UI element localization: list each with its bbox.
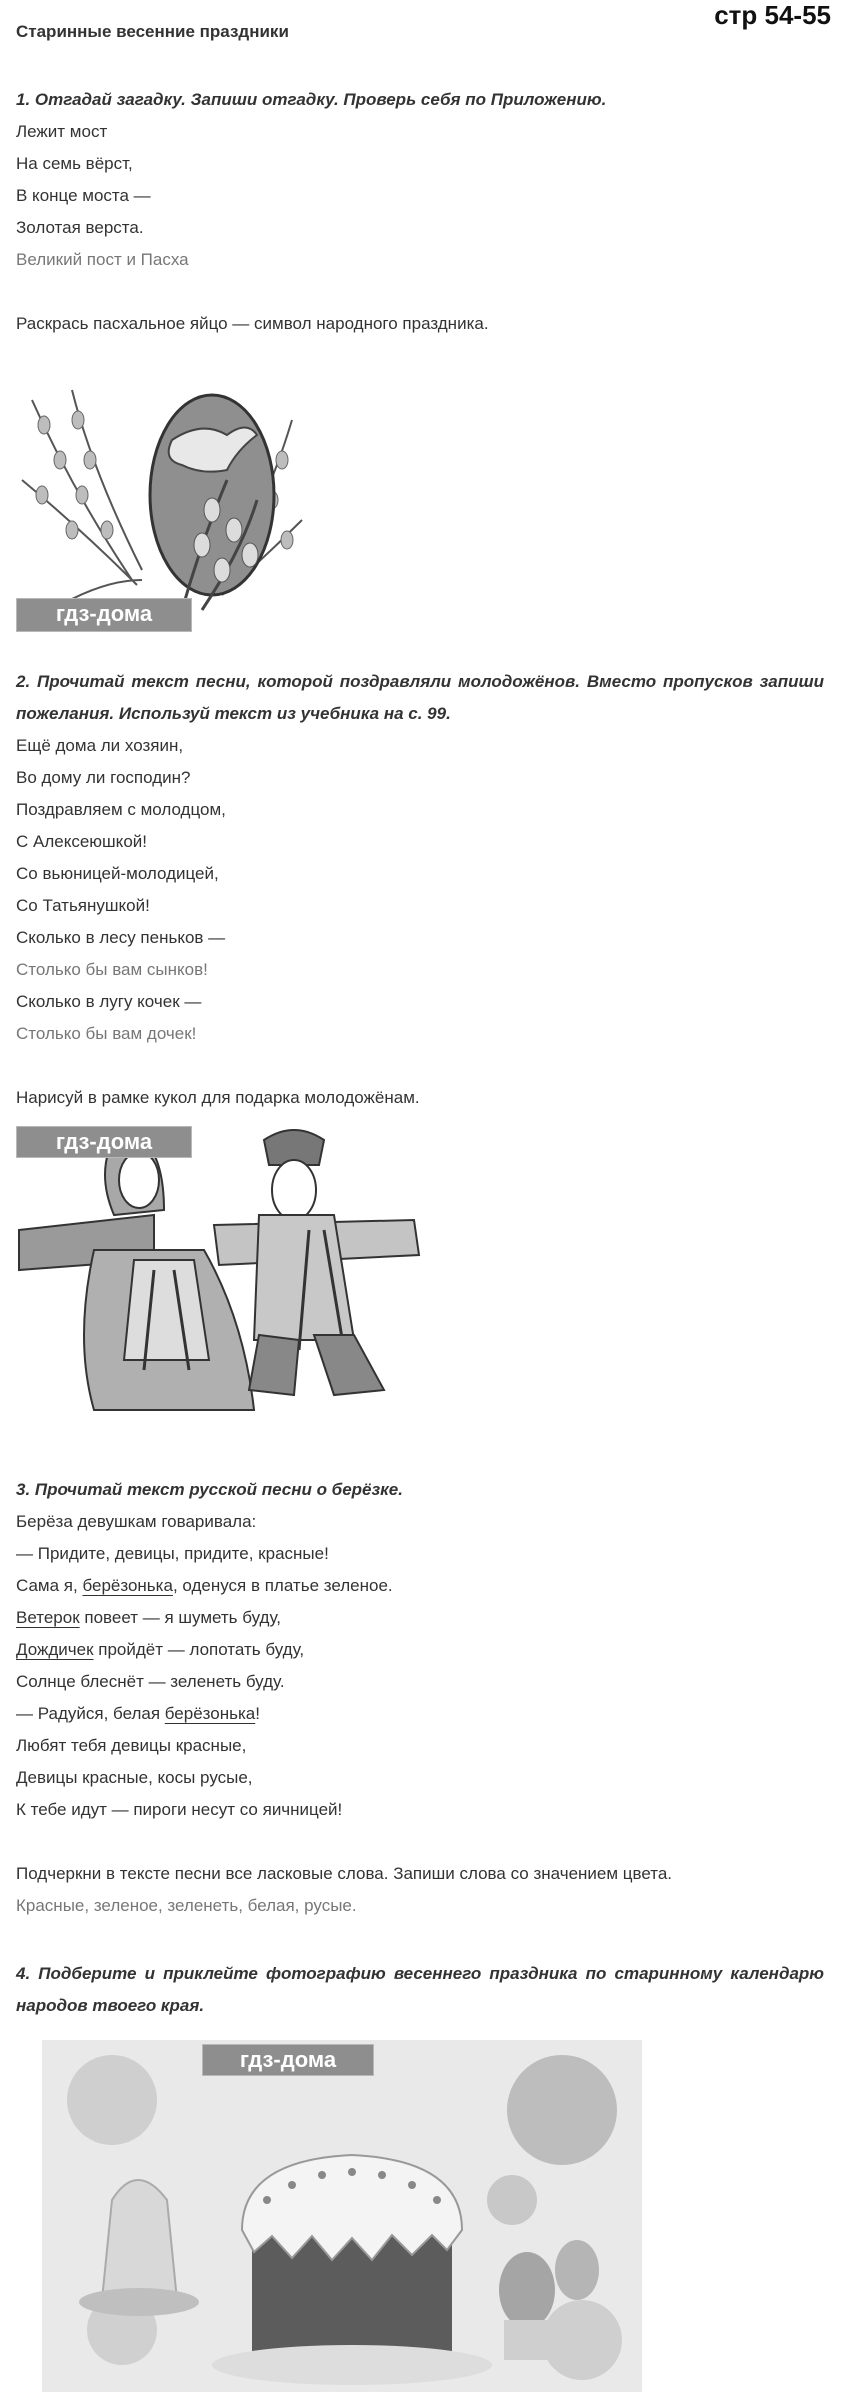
riddle-answer: Великий пост и Пасха (16, 250, 189, 269)
song-line: Ещё дома ли хозяин, (16, 736, 184, 755)
dolls-icon (14, 1120, 434, 1420)
song-line: Сколько в лесу пеньков — (16, 928, 226, 947)
task4-section (16, 1958, 824, 2022)
task3-section (16, 1474, 824, 1922)
task1-prompt: 1. Отгадай загадку. Запиши отгадку. Проверь себя по Приложению. (16, 90, 607, 109)
song-line: Со Татьянушкой! (16, 896, 150, 915)
task3-answer: Красные, зеленое, зеленеть, белая, русые. (16, 1896, 357, 1915)
task3-instruction: Подчеркни в тексте песни все ласковые слова. Запиши слова со значением цвета. (16, 1864, 673, 1883)
watermark: гдз-дома (202, 2044, 374, 2076)
poem-line: Девицы красные, косы русые, (16, 1768, 253, 1787)
task1-instruction: Раскрась пасхальное яйцо — символ народного праздника. (16, 314, 489, 333)
task4-prompt: 4. Подберите и приклейте фотографию весеннего праздника по старинному календарю народов твоего края. (16, 1964, 824, 2015)
poem-line: Дождичек пройдёт — лопотать буду, (16, 1640, 305, 1659)
poem-line: Ветерок повеет — я шуметь буду, (16, 1608, 282, 1627)
page-number: стр 54-55 (714, 0, 831, 30)
song-answer-line: Столько бы вам дочек! (16, 1024, 197, 1043)
easter-egg-illustration (12, 380, 312, 630)
dolls-illustration (14, 1120, 434, 1420)
underlined-word: Дождичек (16, 1640, 94, 1659)
song-line: С Алексеюшкой! (16, 832, 147, 851)
task1-section (16, 84, 824, 340)
song-line: Поздравляем с молодцом, (16, 800, 226, 819)
poem-line: — Радуйся, белая берёзонька! (16, 1704, 260, 1723)
underlined-word: Ветерок (16, 1608, 80, 1627)
riddle-line: Лежит мост (16, 122, 108, 141)
task3-prompt: 3. Прочитай текст русской песни о берёзке. (16, 1480, 403, 1499)
riddle-line: На семь вёрст, (16, 154, 133, 173)
easter-cake-icon (42, 2040, 642, 2392)
poem-line: Берёза девушкам говаривала: (16, 1512, 257, 1531)
song-line: Во дому ли господин? (16, 768, 191, 787)
riddle-line: В конце моста — (16, 186, 151, 205)
poem-line: Любят тебя девицы красные, (16, 1736, 247, 1755)
task2-section (16, 666, 824, 1114)
poem-line: К тебе идут — пироги несут со яичницей! (16, 1800, 343, 1819)
watermark: гдз-дома (16, 1126, 192, 1158)
riddle (16, 116, 824, 244)
song-answer-line: Столько бы вам сынков! (16, 960, 208, 979)
riddle-line: Золотая верста. (16, 218, 144, 237)
poem-line: — Придите, девицы, придите, красные! (16, 1544, 329, 1563)
underlined-word: берёзонька (164, 1704, 256, 1723)
song-line: Сколько в лугу кочек — (16, 992, 202, 1011)
task2-prompt: 2. Прочитай текст песни, которой поздравляли молодожёнов. Вместо пропусков запиши пожелания. Используй текст из учебника на с. 99. (16, 672, 824, 723)
underlined-word: берёзонька (82, 1576, 173, 1595)
watermark: гдз-дома (16, 598, 192, 632)
poem-line: Сама я, берёзонька, оденуся в платье зеленое. (16, 1576, 393, 1595)
poem-line: Солнце блеснёт — зеленеть буду. (16, 1672, 285, 1691)
task2-instruction: Нарисуй в рамке кукол для подарка молодожёнам. (16, 1088, 420, 1107)
easter-egg-icon (12, 380, 312, 630)
song-line: Со вьюницей-молодицей, (16, 864, 219, 883)
easter-photo (42, 2040, 642, 2392)
page-title: Старинные весенние праздники (16, 22, 289, 41)
